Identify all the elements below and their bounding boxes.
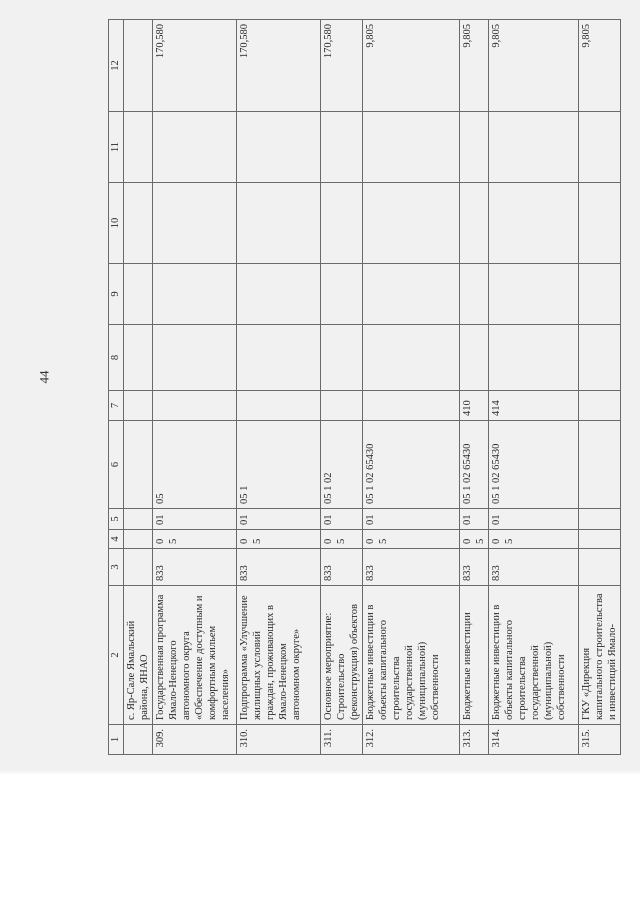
row-code-c6 xyxy=(124,421,153,509)
row-cell-c8 xyxy=(579,325,621,391)
row-cell-c10 xyxy=(489,183,579,264)
row-amount: 9,805 xyxy=(460,20,489,112)
table-row xyxy=(460,20,489,755)
row-amount: 170,580 xyxy=(321,20,363,112)
row-cell-c8 xyxy=(124,325,153,391)
table-container xyxy=(108,20,618,755)
row-code-c5: 01 xyxy=(237,509,321,530)
row-code-c3: 833 xyxy=(237,549,321,586)
row-cell-c10 xyxy=(460,183,489,264)
row-description: с. Яр-Сале Ямальский района, ЯНАО xyxy=(124,586,153,725)
row-number: 311. xyxy=(321,725,363,755)
row-code-c4: 05 xyxy=(237,530,321,549)
row-description: Государственная программа Ямало-Ненецкого автономного округа «Обеспечение доступным и комфортным жильем населения» xyxy=(153,586,237,725)
table-row xyxy=(124,20,153,755)
row-cell-c10 xyxy=(579,183,621,264)
row-code-c6: 05 xyxy=(153,421,237,509)
table-row xyxy=(237,20,321,755)
row-cell-c8 xyxy=(363,325,460,391)
table-row xyxy=(579,20,621,755)
row-description: Бюджетные инвестиции в объекты капитального строительства государственной (муниципальной) собственности xyxy=(363,586,460,725)
header-cell: 11 xyxy=(109,112,124,183)
page-number: 44 xyxy=(36,370,52,384)
row-cell-c8 xyxy=(153,325,237,391)
row-cell-c11 xyxy=(153,112,237,183)
row-cell-c11 xyxy=(321,112,363,183)
row-code-c4: 05 xyxy=(363,530,460,549)
row-number: 312. xyxy=(363,725,460,755)
row-description: Бюджетные инвестиции xyxy=(460,586,489,725)
header-cell: 7 xyxy=(109,391,124,421)
header-row xyxy=(109,20,124,755)
row-number: 309. xyxy=(153,725,237,755)
table-row xyxy=(363,20,460,755)
row-description: Основное мероприятие: Строительство (реконструкция) объектов xyxy=(321,586,363,725)
row-code-c3 xyxy=(579,549,621,586)
row-cell-c11 xyxy=(124,112,153,183)
row-code-c5: 01 xyxy=(153,509,237,530)
row-code-c7 xyxy=(237,391,321,421)
row-amount: 9,805 xyxy=(489,20,579,112)
row-cell-c9 xyxy=(124,264,153,325)
row-code-c4 xyxy=(579,530,621,549)
row-amount: 170,580 xyxy=(153,20,237,112)
row-cell-c11 xyxy=(363,112,460,183)
row-code-c6: 05 1 02 65430 xyxy=(489,421,579,509)
row-cell-c11 xyxy=(460,112,489,183)
row-amount: 9,805 xyxy=(363,20,460,112)
row-code-c3 xyxy=(124,549,153,586)
budget-table xyxy=(108,19,621,755)
header-cell: 12 xyxy=(109,20,124,112)
row-cell-c8 xyxy=(237,325,321,391)
row-description: Бюджетные инвестиции в объекты капитального строительства государственной (муниципальной) собственности xyxy=(489,586,579,725)
row-code-c7 xyxy=(124,391,153,421)
row-cell-c9 xyxy=(237,264,321,325)
row-code-c3: 833 xyxy=(460,549,489,586)
row-code-c6: 05 1 xyxy=(237,421,321,509)
row-number: 313. xyxy=(460,725,489,755)
table-row xyxy=(489,20,579,755)
row-code-c5 xyxy=(579,509,621,530)
row-code-c5 xyxy=(124,509,153,530)
row-cell-c10 xyxy=(321,183,363,264)
row-cell-c8 xyxy=(321,325,363,391)
row-description: ГКУ «Дирекция капитального строительства и инвестиций Ямало- xyxy=(579,586,621,725)
header-cell: 5 xyxy=(109,509,124,530)
row-code-c4: 05 xyxy=(460,530,489,549)
row-cell-c9 xyxy=(460,264,489,325)
row-code-c7 xyxy=(579,391,621,421)
row-code-c7 xyxy=(363,391,460,421)
header-cell: 2 xyxy=(109,586,124,725)
row-amount xyxy=(124,20,153,112)
row-cell-c10 xyxy=(124,183,153,264)
row-code-c6: 05 1 02 xyxy=(321,421,363,509)
row-code-c5: 01 xyxy=(460,509,489,530)
row-cell-c11 xyxy=(237,112,321,183)
header-cell: 10 xyxy=(109,183,124,264)
row-code-c7: 410 xyxy=(460,391,489,421)
row-cell-c10 xyxy=(237,183,321,264)
row-cell-c9 xyxy=(363,264,460,325)
row-code-c5: 01 xyxy=(363,509,460,530)
header-cell: 9 xyxy=(109,264,124,325)
header-cell: 1 xyxy=(109,725,124,755)
header-cell: 3 xyxy=(109,549,124,586)
row-code-c5: 01 xyxy=(321,509,363,530)
row-code-c3: 833 xyxy=(153,549,237,586)
row-code-c4: 05 xyxy=(153,530,237,549)
row-code-c6 xyxy=(579,421,621,509)
row-code-c6: 05 1 02 65430 xyxy=(460,421,489,509)
row-code-c4 xyxy=(124,530,153,549)
row-amount: 170,580 xyxy=(237,20,321,112)
row-code-c7 xyxy=(321,391,363,421)
row-code-c5: 01 xyxy=(489,509,579,530)
row-code-c7 xyxy=(153,391,237,421)
row-number: 315. xyxy=(579,725,621,755)
row-cell-c9 xyxy=(153,264,237,325)
row-cell-c8 xyxy=(489,325,579,391)
row-cell-c11 xyxy=(579,112,621,183)
row-code-c4: 05 xyxy=(489,530,579,549)
row-code-c4: 05 xyxy=(321,530,363,549)
row-cell-c9 xyxy=(579,264,621,325)
row-code-c3: 833 xyxy=(363,549,460,586)
row-cell-c10 xyxy=(153,183,237,264)
row-cell-c11 xyxy=(489,112,579,183)
row-code-c7: 414 xyxy=(489,391,579,421)
row-cell-c9 xyxy=(489,264,579,325)
row-code-c6: 05 1 02 65430 xyxy=(363,421,460,509)
row-code-c3: 833 xyxy=(321,549,363,586)
table-row xyxy=(321,20,363,755)
row-number: 314. xyxy=(489,725,579,755)
row-cell-c10 xyxy=(363,183,460,264)
row-cell-c8 xyxy=(460,325,489,391)
header-cell: 4 xyxy=(109,530,124,549)
row-number: 310. xyxy=(237,725,321,755)
table-row xyxy=(153,20,237,755)
row-description: Подпрограмма «Улучшение жилищных условий граждан, проживающих в Ямало-Ненецком автономном округе» xyxy=(237,586,321,725)
header-cell: 8 xyxy=(109,325,124,391)
row-code-c3: 833 xyxy=(489,549,579,586)
header-cell: 6 xyxy=(109,421,124,509)
row-amount: 9,805 xyxy=(579,20,621,112)
row-number xyxy=(124,725,153,755)
row-cell-c9 xyxy=(321,264,363,325)
